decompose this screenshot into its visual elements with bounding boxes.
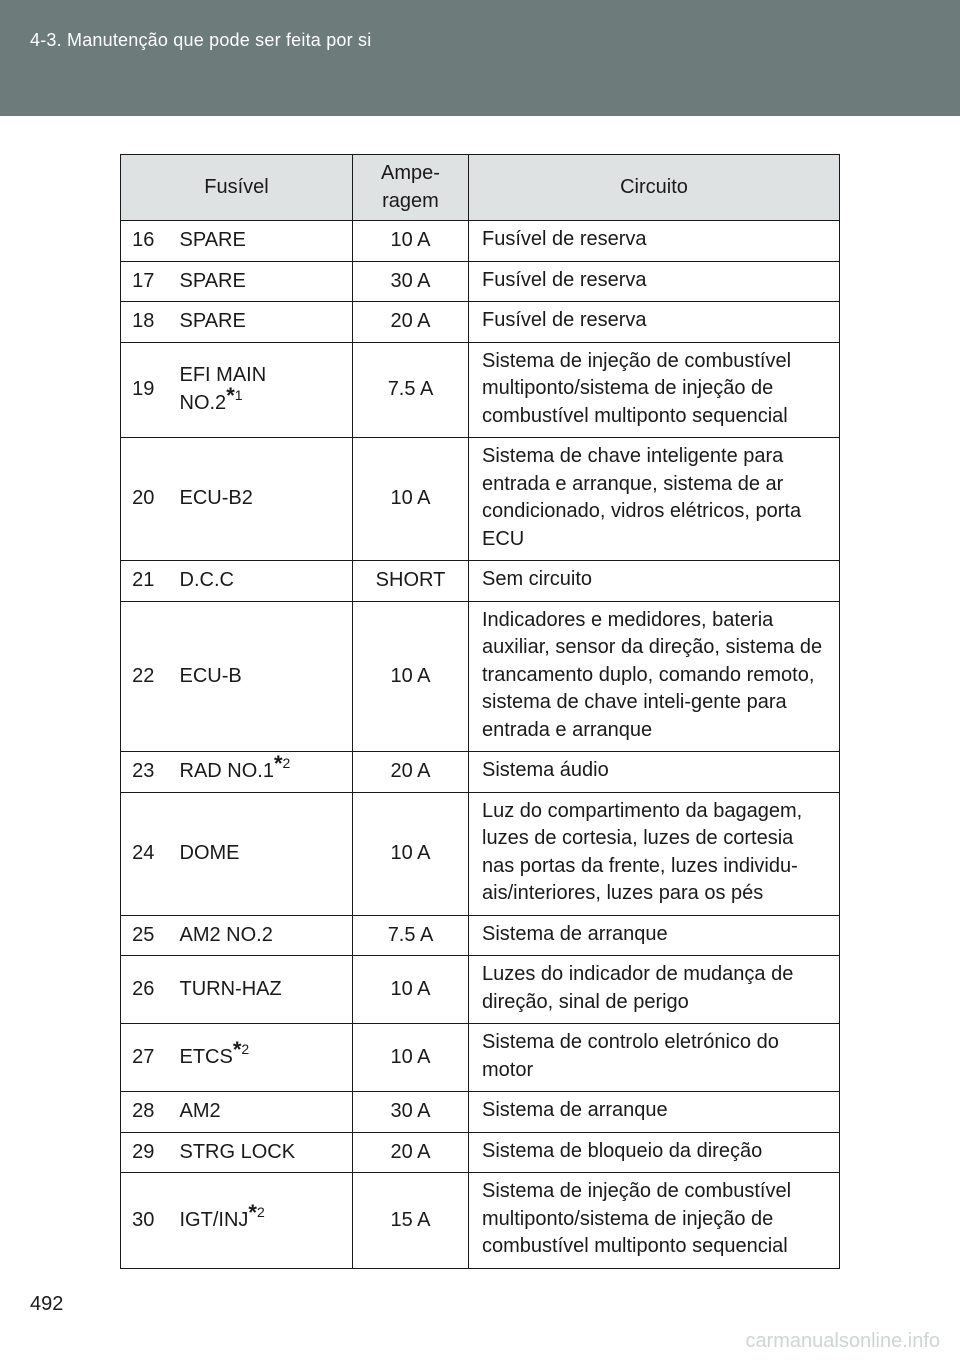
fuse-circuit: Sistema de injeção de combustível multiponto/sistema de injeção de combustível multiponto sequencial bbox=[469, 342, 840, 438]
header-amperage bbox=[353, 155, 469, 221]
fuse-number: 18 bbox=[121, 302, 166, 343]
table-row bbox=[121, 561, 840, 602]
fuse-name: AM2 bbox=[166, 1092, 353, 1133]
fuse-number: 29 bbox=[121, 1132, 166, 1173]
table-row bbox=[121, 1024, 840, 1092]
fuse-amperage: 20 A bbox=[353, 1132, 469, 1173]
table-header-row bbox=[121, 155, 840, 221]
fuse-number: 28 bbox=[121, 1092, 166, 1133]
fuse-name: DOME bbox=[166, 792, 353, 915]
table-row bbox=[121, 342, 840, 438]
table-row bbox=[121, 915, 840, 956]
fuse-circuit: Sistema de arranque bbox=[469, 915, 840, 956]
fuse-circuit: Sistema de controlo eletrónico do motor bbox=[469, 1024, 840, 1092]
table-row bbox=[121, 792, 840, 915]
watermark: carmanualsonline.info bbox=[745, 1330, 940, 1352]
fuse-circuit: Sistema de arranque bbox=[469, 1092, 840, 1133]
header-amperage-text: Ampe- ragem bbox=[381, 162, 440, 212]
fuse-number: 16 bbox=[121, 221, 166, 262]
table-row bbox=[121, 438, 840, 561]
footnote-marker: *1 bbox=[226, 382, 243, 408]
fuse-name: IGT/INJ$^{*2}$ bbox=[166, 1173, 353, 1269]
footnote-marker: *2 bbox=[232, 1036, 250, 1062]
fuse-number: 30 bbox=[121, 1173, 166, 1269]
fuse-circuit: Luz do compartimento da bagagem, luzes de cortesia, luzes de cortesia nas portas da frente, luzes individu-ais/interiores, luzes para os pés bbox=[469, 792, 840, 915]
fuse-circuit: Sistema de bloqueio da direção bbox=[469, 1132, 840, 1173]
fuse-circuit: Fusível de reserva bbox=[469, 221, 840, 262]
fuse-name: SPARE bbox=[166, 302, 353, 343]
fuse-circuit: Sistema de chave inteligente para entrada e arranque, sistema de ar condicionado, vidros elétricos, porta ECU bbox=[469, 438, 840, 561]
fuse-circuit: Indicadores e medidores, bateria auxiliar, sensor da direção, sistema de trancamento duplo, comando remoto, sistema de chave inteli-gente para entrada e arranque bbox=[469, 601, 840, 752]
table-row bbox=[121, 1173, 840, 1269]
fuse-number: 19 bbox=[121, 342, 166, 438]
fuse-name: EFI MAIN NO.2$^{*1}$ bbox=[166, 342, 353, 438]
fuse-name: ECU-B bbox=[166, 601, 353, 752]
fuse-name: D.C.C bbox=[166, 561, 353, 602]
fuse-circuit: Fusível de reserva bbox=[469, 302, 840, 343]
fuse-number: 27 bbox=[121, 1024, 166, 1092]
header-circuit: Circuito bbox=[469, 155, 840, 221]
fuse-circuit: Luzes do indicador de mudança de direção, sinal de perigo bbox=[469, 956, 840, 1024]
fuse-name: RAD NO.1$^{*2}$ bbox=[166, 752, 353, 793]
page-number: 492 bbox=[30, 1293, 64, 1315]
fuse-table-body bbox=[121, 221, 840, 1269]
fuse-number: 24 bbox=[121, 792, 166, 915]
fuse-circuit: Sistema de injeção de combustível multiponto/sistema de injeção de combustível multiponto sequencial bbox=[469, 1173, 840, 1269]
fuse-circuit: Sem circuito bbox=[469, 561, 840, 602]
fuse-amperage: 10 A bbox=[353, 438, 469, 561]
fuse-name: ETCS$^{*2}$ bbox=[166, 1024, 353, 1092]
fuse-amperage: 20 A bbox=[353, 752, 469, 793]
chapter-header-bar bbox=[0, 0, 960, 116]
table-row bbox=[121, 261, 840, 302]
fuse-amperage: 10 A bbox=[353, 792, 469, 915]
fuse-number: 22 bbox=[121, 601, 166, 752]
fuse-amperage: 30 A bbox=[353, 261, 469, 302]
fuse-circuit: Sistema áudio bbox=[469, 752, 840, 793]
fuse-number: 20 bbox=[121, 438, 166, 561]
fuse-name: SPARE bbox=[166, 261, 353, 302]
header-fuse: Fusível bbox=[121, 155, 353, 221]
fuse-name: STRG LOCK bbox=[166, 1132, 353, 1173]
section-title: 4-3. Manutenção que pode ser feita por si bbox=[30, 30, 372, 50]
fuse-amperage: 10 A bbox=[353, 601, 469, 752]
footnote-marker: *2 bbox=[248, 1199, 265, 1225]
fuse-amperage: 10 A bbox=[353, 221, 469, 262]
fuse-number: 17 bbox=[121, 261, 166, 302]
table-row bbox=[121, 956, 840, 1024]
fuse-amperage: 10 A bbox=[353, 956, 469, 1024]
fuse-name: AM2 NO.2 bbox=[166, 915, 353, 956]
table-row bbox=[121, 302, 840, 343]
fuse-amperage: 30 A bbox=[353, 1092, 469, 1133]
table-row bbox=[121, 1092, 840, 1133]
fuse-amperage: 10 A bbox=[353, 1024, 469, 1092]
fuse-amperage: 15 A bbox=[353, 1173, 469, 1269]
table-row bbox=[121, 601, 840, 752]
fuse-number: 21 bbox=[121, 561, 166, 602]
fuse-amperage: 20 A bbox=[353, 302, 469, 343]
fuse-amperage: 7.5 A bbox=[353, 915, 469, 956]
fuse-number: 26 bbox=[121, 956, 166, 1024]
table-row bbox=[121, 221, 840, 262]
fuse-name: SPARE bbox=[166, 221, 353, 262]
fuse-circuit: Fusível de reserva bbox=[469, 261, 840, 302]
fuse-number: 23 bbox=[121, 752, 166, 793]
fuse-name: TURN-HAZ bbox=[166, 956, 353, 1024]
fuse-name: ECU-B2 bbox=[166, 438, 353, 561]
fuse-amperage: SHORT bbox=[353, 561, 469, 602]
fuse-amperage: 7.5 A bbox=[353, 342, 469, 438]
fuse-table bbox=[120, 154, 840, 1269]
fuse-number: 25 bbox=[121, 915, 166, 956]
table-row bbox=[121, 752, 840, 793]
footnote-marker: *2 bbox=[273, 751, 291, 776]
table-row bbox=[121, 1132, 840, 1173]
